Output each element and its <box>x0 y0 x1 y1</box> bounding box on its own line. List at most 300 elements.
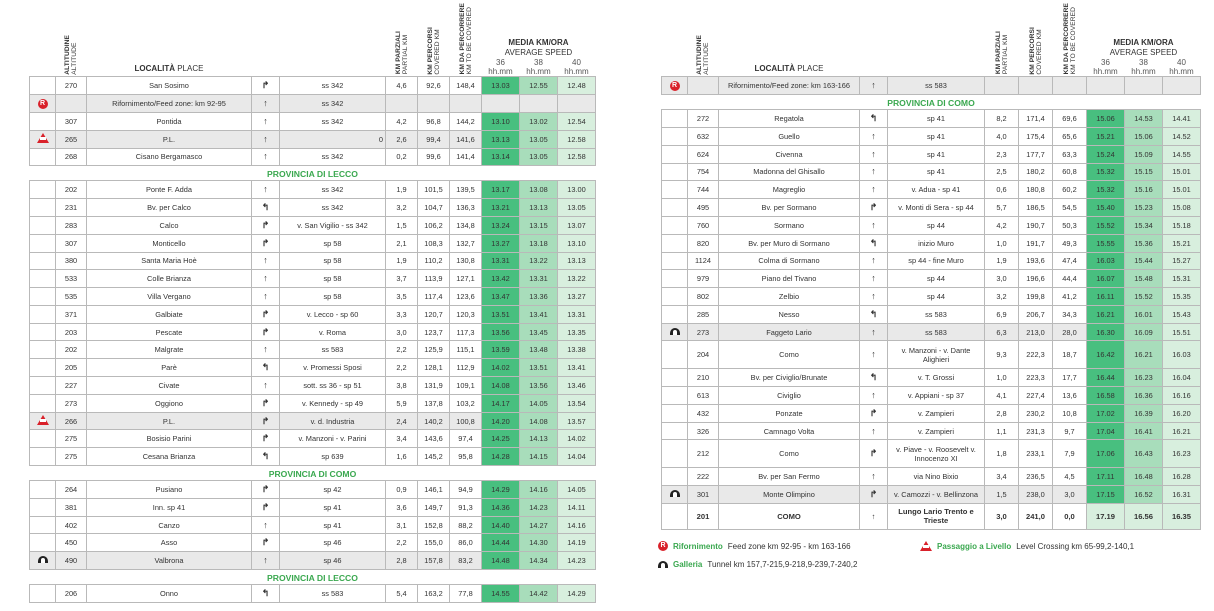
partial-km-cell: 2,4 <box>386 412 418 430</box>
altitude-label-en: ALTITUDE <box>71 42 78 75</box>
altitude-cell: 212 <box>688 440 719 468</box>
place-cell: Bv. per Muro di Sormano <box>719 234 860 252</box>
altitude-cell: 231 <box>56 199 87 217</box>
place-cell: Valbrona <box>87 552 252 570</box>
time-cell: 14.53 <box>1125 110 1163 128</box>
partial-km-cell: 4,2 <box>985 216 1019 234</box>
table-row <box>30 552 596 570</box>
altitude-cell: 202 <box>56 341 87 359</box>
time-cell: 13.21 <box>482 199 520 217</box>
direction-icon: ↰ <box>860 369 888 387</box>
place-cell: Bv. per San Fermo <box>719 468 860 486</box>
direction-icon: ↑ <box>860 270 888 288</box>
altitude-cell: 371 <box>56 305 87 323</box>
remaining-km-cell: 141,4 <box>450 148 482 166</box>
remaining-km-header-label-en: KM TO BE COVERED <box>1069 7 1077 75</box>
symbol-cell <box>662 234 688 252</box>
time-cell: 17.19 <box>1087 503 1125 529</box>
remaining-km-cell: 94,9 <box>450 481 482 499</box>
symbol-cell <box>662 468 688 486</box>
time-cell: 15.27 <box>1163 252 1201 270</box>
road-cell: inizio Muro <box>888 234 985 252</box>
place-cell: Calco <box>87 216 252 234</box>
legend-feed <box>658 541 851 551</box>
place-cell: Zelbio <box>719 288 860 306</box>
place-cell: Bv. per Calco <box>87 199 252 217</box>
covered-km-header-label: KM PERCORSI <box>426 26 434 75</box>
partial-km-cell: 1,9 <box>386 252 418 270</box>
covered-km-cell: 199,8 <box>1019 288 1053 306</box>
covered-km-cell: 92,6 <box>418 77 450 95</box>
partial-km-cell: 0,9 <box>386 481 418 499</box>
speed-unit: hh.mm <box>1131 67 1156 77</box>
time-cell: 13.17 <box>482 181 520 199</box>
place-cell: Galbiate <box>87 305 252 323</box>
road-cell: v. San Vigilio - ss 342 <box>280 216 386 234</box>
speed-value: 40 <box>572 58 581 68</box>
time-cell: 14.08 <box>482 377 520 395</box>
direction-icon: ↑ <box>860 288 888 306</box>
time-cell: 13.57 <box>558 412 596 430</box>
partial-km-cell: 3,8 <box>386 377 418 395</box>
time-cell: 13.41 <box>520 305 558 323</box>
time-cell: 16.21 <box>1163 422 1201 440</box>
partial-km-cell: 2,2 <box>386 534 418 552</box>
place-cell: Rifornimento/Feed zone: km 163-166 <box>719 77 860 95</box>
covered-km-cell: 123,7 <box>418 323 450 341</box>
altitude-cell <box>56 95 87 113</box>
symbol-cell <box>662 440 688 468</box>
time-cell: 14.29 <box>482 481 520 499</box>
remaining-km-cell: 132,7 <box>450 234 482 252</box>
time-cell: 16.01 <box>1125 305 1163 323</box>
time-cell: 14.02 <box>482 359 520 377</box>
time-cell: 13.56 <box>482 323 520 341</box>
altitude-cell: 535 <box>56 288 87 306</box>
table-row <box>30 359 596 377</box>
symbol-cell <box>30 77 56 95</box>
covered-km-cell: 180,8 <box>1019 181 1053 199</box>
time-cell: 15.09 <box>1125 145 1163 163</box>
road-cell: sp 639 <box>280 448 386 466</box>
table-row <box>30 130 596 148</box>
table-row <box>30 516 596 534</box>
road-cell: sp 41 <box>888 163 985 181</box>
symbol-cell <box>662 486 688 504</box>
remaining-km-cell: 13,6 <box>1053 387 1087 405</box>
province-label: PROVINCIA DI LECCO <box>267 168 358 179</box>
partial-km-cell: 2,8 <box>985 404 1019 422</box>
partial-km-cell: 4,6 <box>386 77 418 95</box>
tunnel-icon <box>670 328 680 335</box>
remaining-km-cell: 127,1 <box>450 270 482 288</box>
covered-km-cell: 190,7 <box>1019 216 1053 234</box>
tunnel-icon <box>38 556 48 563</box>
symbol-cell <box>30 481 56 499</box>
table-row <box>30 252 596 270</box>
place-cell: Oggiono <box>87 394 252 412</box>
time-cell: 13.36 <box>520 288 558 306</box>
time-cell: 15.52 <box>1125 288 1163 306</box>
symbol-cell <box>30 516 56 534</box>
road-cell: v. Appiani - sp 37 <box>888 387 985 405</box>
symbol-cell <box>662 369 688 387</box>
direction-icon: ↑ <box>860 216 888 234</box>
remaining-km-cell: 120,3 <box>450 305 482 323</box>
speed-value: 38 <box>534 58 543 68</box>
time-cell: 13.13 <box>520 199 558 217</box>
partial-km-header-label: KM PARZIALI <box>994 31 1002 75</box>
time-cell: 17.06 <box>1087 440 1125 468</box>
time-cell: 14.41 <box>1163 110 1201 128</box>
speed-column-header <box>520 58 558 76</box>
time-cell: 12.54 <box>558 112 596 130</box>
time-cell: 16.35 <box>1163 503 1201 529</box>
road-cell: sp 42 <box>280 481 386 499</box>
covered-km-cell: 106,2 <box>418 216 450 234</box>
time-cell: 16.23 <box>1163 440 1201 468</box>
table-row <box>30 288 596 306</box>
place-cell: Camnago Volta <box>719 422 860 440</box>
altitude-cell: 210 <box>688 369 719 387</box>
table-row <box>30 377 596 395</box>
province-row <box>30 466 596 481</box>
altitude-cell: 760 <box>688 216 719 234</box>
place-cell: Rifornimento/Feed zone: km 92-95 <box>87 95 252 113</box>
time-cell: 14.02 <box>558 430 596 448</box>
time-cell: 16.58 <box>1087 387 1125 405</box>
remaining-km-cell: 44,4 <box>1053 270 1087 288</box>
covered-km-cell: 171,4 <box>1019 110 1053 128</box>
table-row <box>30 270 596 288</box>
place-cell: Sormano <box>719 216 860 234</box>
altitude-cell: 979 <box>688 270 719 288</box>
symbol-cell <box>662 422 688 440</box>
place-cell: Monte Olimpino <box>719 486 860 504</box>
remaining-km-header-label: KM DA PERCORRERE <box>458 3 466 75</box>
remaining-km-cell: 54,5 <box>1053 199 1087 217</box>
place-cell: Regatola <box>719 110 860 128</box>
partial-km-cell <box>985 77 1019 95</box>
symbol-cell <box>30 252 56 270</box>
remaining-km-cell: 60,2 <box>1053 181 1087 199</box>
partial-km-cell: 2,2 <box>386 341 418 359</box>
time-cell: 17.15 <box>1087 486 1125 504</box>
symbol-cell <box>30 199 56 217</box>
time-cell: 13.31 <box>520 270 558 288</box>
road-cell: sp 44 <box>888 270 985 288</box>
place-label: LOCALITÀ <box>754 64 795 74</box>
covered-km-header-label: KM PERCORSI <box>1028 26 1036 75</box>
feed-zone-icon: R <box>670 81 680 91</box>
time-cell: 14.29 <box>558 585 596 603</box>
time-cell: 13.10 <box>558 234 596 252</box>
symbol-cell <box>662 77 688 95</box>
table-row <box>662 468 1201 486</box>
time-cell: 15.32 <box>1087 163 1125 181</box>
altitude-cell <box>688 77 719 95</box>
direction-icon: ↱ <box>252 430 280 448</box>
direction-icon: ↱ <box>860 440 888 468</box>
time-cell: 12.58 <box>558 148 596 166</box>
altitude-cell: 222 <box>688 468 719 486</box>
time-cell: 13.24 <box>482 216 520 234</box>
table-row <box>30 534 596 552</box>
covered-km-cell: 108,3 <box>418 234 450 252</box>
time-cell: 13.41 <box>558 359 596 377</box>
table-row <box>662 369 1201 387</box>
remaining-km-cell: 65,6 <box>1053 127 1087 145</box>
covered-km-cell: 155,0 <box>418 534 450 552</box>
covered-km-cell: 110,2 <box>418 252 450 270</box>
legend-crossing-title: Passaggio a Livello <box>937 541 1012 551</box>
time-cell: 14.17 <box>482 394 520 412</box>
place-cell: Inn. sp 41 <box>87 498 252 516</box>
altitude-cell: 632 <box>688 127 719 145</box>
direction-icon: ↱ <box>252 534 280 552</box>
time-cell: 13.14 <box>482 148 520 166</box>
partial-km-header <box>386 3 418 77</box>
time-cell: 14.40 <box>482 516 520 534</box>
place-cell: Asso <box>87 534 252 552</box>
time-cell: 13.54 <box>558 394 596 412</box>
province-row <box>30 570 596 585</box>
speed-value: 40 <box>1177 58 1186 68</box>
time-cell: 13.35 <box>558 323 596 341</box>
direction-icon: ↱ <box>252 394 280 412</box>
remaining-km-cell: 47,4 <box>1053 252 1087 270</box>
partial-km-cell: 5,9 <box>386 394 418 412</box>
remaining-km-cell: 117,3 <box>450 323 482 341</box>
time-cell <box>1125 77 1163 95</box>
remaining-km-cell: 130,8 <box>450 252 482 270</box>
table-row <box>662 440 1201 468</box>
partial-km-cell: 8,2 <box>985 110 1019 128</box>
place-cell: Onno <box>87 585 252 603</box>
altitude-cell: 402 <box>56 516 87 534</box>
feed-zone-icon: R <box>38 99 48 109</box>
time-cell: 14.55 <box>1163 145 1201 163</box>
remaining-km-cell: 95,8 <box>450 448 482 466</box>
time-cell: 14.30 <box>520 534 558 552</box>
place-cell: Civenna <box>719 145 860 163</box>
altitude-cell: 533 <box>56 270 87 288</box>
covered-km-cell: 125,9 <box>418 341 450 359</box>
time-cell: 13.31 <box>482 252 520 270</box>
remaining-km-cell: 115,1 <box>450 341 482 359</box>
altitude-cell: 744 <box>688 181 719 199</box>
road-cell: sott. ss 36 - sp 51 <box>280 377 386 395</box>
symbol-cell <box>662 305 688 323</box>
province-label: PROVINCIA DI LECCO <box>267 572 358 583</box>
symbol-cell <box>30 148 56 166</box>
covered-km-cell: 152,8 <box>418 516 450 534</box>
place-cell: Ponte F. Adda <box>87 181 252 199</box>
time-cell: 16.39 <box>1125 404 1163 422</box>
direction-icon: ↑ <box>860 163 888 181</box>
symbol-cell <box>30 377 56 395</box>
time-cell: 13.38 <box>558 341 596 359</box>
symbol-cell <box>662 145 688 163</box>
partial-km-cell: 1,5 <box>386 216 418 234</box>
place-cell: Bv. per Civiglio/Brunate <box>719 369 860 387</box>
covered-km-cell: 120,7 <box>418 305 450 323</box>
altitude-cell: 275 <box>56 430 87 448</box>
time-cell: 14.27 <box>520 516 558 534</box>
place-cell: Civiglio <box>719 387 860 405</box>
symbol-cell <box>30 448 56 466</box>
remaining-km-cell: 9,7 <box>1053 422 1087 440</box>
symbol-cell <box>30 394 56 412</box>
table-row <box>662 163 1201 181</box>
road-cell: v. Adua - sp 41 <box>888 181 985 199</box>
time-cell: 14.28 <box>482 448 520 466</box>
table-row <box>30 199 596 217</box>
partial-km-cell: 9,3 <box>985 341 1019 369</box>
place-cell: Parè <box>87 359 252 377</box>
road-cell: sp 46 <box>280 534 386 552</box>
time-cell: 13.56 <box>520 377 558 395</box>
covered-km-cell: 157,8 <box>418 552 450 570</box>
time-cell: 13.07 <box>558 216 596 234</box>
altitude-cell: 273 <box>56 394 87 412</box>
direction-icon: ↑ <box>252 95 280 113</box>
level-crossing-icon <box>37 133 49 143</box>
road-cell: v. Zampieri <box>888 422 985 440</box>
table-row <box>662 199 1201 217</box>
time-cell: 16.20 <box>1163 404 1201 422</box>
altitude-cell: 203 <box>56 323 87 341</box>
remaining-km-cell: 123,6 <box>450 288 482 306</box>
direction-icon: ↑ <box>860 145 888 163</box>
level-crossing-icon <box>37 415 49 425</box>
road-cell: ss 342 <box>280 95 386 113</box>
symbol-cell <box>30 498 56 516</box>
partial-km-cell: 4,2 <box>386 112 418 130</box>
symbol-cell <box>30 305 56 323</box>
covered-km-cell: 96,8 <box>418 112 450 130</box>
table-row <box>30 394 596 412</box>
time-cell: 13.05 <box>520 130 558 148</box>
covered-km-cell: 180,2 <box>1019 163 1053 181</box>
road-cell: sp 58 <box>280 288 386 306</box>
table-row <box>662 323 1201 341</box>
place-cell: Madonna del Ghisallo <box>719 163 860 181</box>
place-cell: P.L. <box>87 412 252 430</box>
table-row <box>662 127 1201 145</box>
table-row <box>30 112 596 130</box>
road-cell: v. Zampieri <box>888 404 985 422</box>
partial-km-cell: 6,9 <box>985 305 1019 323</box>
time-cell: 13.03 <box>482 77 520 95</box>
road-cell: v. Kennedy - sp 49 <box>280 394 386 412</box>
covered-km-cell: 143,6 <box>418 430 450 448</box>
time-cell: 13.48 <box>520 341 558 359</box>
time-cell: 13.00 <box>558 181 596 199</box>
time-cell: 15.21 <box>1087 127 1125 145</box>
altitude-cell: 268 <box>56 148 87 166</box>
table-row <box>30 323 596 341</box>
covered-km-cell: 99,6 <box>418 148 450 166</box>
time-cell: 16.23 <box>1125 369 1163 387</box>
direction-icon: ↑ <box>252 130 280 148</box>
partial-km-header-label-en: PARTIAL KM <box>1001 34 1009 75</box>
time-cell: 15.31 <box>1163 270 1201 288</box>
remaining-km-cell: 77,8 <box>450 585 482 603</box>
table-row <box>662 270 1201 288</box>
time-cell: 13.27 <box>558 288 596 306</box>
altitude-cell: 432 <box>688 404 719 422</box>
road-cell: ss 342 <box>280 148 386 166</box>
direction-icon: ↱ <box>252 481 280 499</box>
altitude-cell: 624 <box>688 145 719 163</box>
symbol-cell <box>662 181 688 199</box>
place-cell: COMO <box>719 503 860 529</box>
time-cell: 14.55 <box>482 585 520 603</box>
direction-icon: ↑ <box>252 552 280 570</box>
table-row <box>662 181 1201 199</box>
direction-icon: ↱ <box>860 404 888 422</box>
time-cell: 16.43 <box>1125 440 1163 468</box>
table-row <box>662 387 1201 405</box>
symbol-cell <box>30 412 56 430</box>
time-cell: 14.23 <box>558 552 596 570</box>
place-cell: P.L. <box>87 130 252 148</box>
time-cell: 16.21 <box>1125 341 1163 369</box>
symbol-cell <box>30 130 56 148</box>
speed-value: 36 <box>1101 58 1110 68</box>
time-cell: 15.48 <box>1125 270 1163 288</box>
covered-km-cell: 230,2 <box>1019 404 1053 422</box>
direction-icon: ↑ <box>860 77 888 95</box>
symbol-cell <box>662 127 688 145</box>
remaining-km-cell: 88,2 <box>450 516 482 534</box>
symbol-cell <box>30 359 56 377</box>
province-row <box>30 166 596 181</box>
time-cell: 15.01 <box>1163 181 1201 199</box>
time-cell: 13.31 <box>558 305 596 323</box>
remaining-km-cell: 86,0 <box>450 534 482 552</box>
partial-km-cell: 3,5 <box>386 288 418 306</box>
road-cell: sp 41 <box>280 516 386 534</box>
time-cell: 14.42 <box>520 585 558 603</box>
remaining-km-cell: 148,4 <box>450 77 482 95</box>
table-row <box>30 77 596 95</box>
time-cell: 14.48 <box>482 552 520 570</box>
road-cell: sp 41 <box>888 145 985 163</box>
covered-km-cell: 223,3 <box>1019 369 1053 387</box>
partial-km-cell: 4,0 <box>985 127 1019 145</box>
time-cell: 13.05 <box>558 199 596 217</box>
table-row <box>30 412 596 430</box>
direction-icon: ↑ <box>860 323 888 341</box>
table-row <box>30 181 596 199</box>
time-cell: 13.51 <box>482 305 520 323</box>
partial-km-cell: 2,5 <box>985 163 1019 181</box>
altitude-cell: 1124 <box>688 252 719 270</box>
altitude-cell: 285 <box>688 305 719 323</box>
province-label: PROVINCIA DI COMO <box>887 97 975 108</box>
time-cell <box>482 95 520 113</box>
time-cell: 14.08 <box>520 412 558 430</box>
speed-column-header <box>558 58 596 76</box>
partial-km-cell: 3,3 <box>386 305 418 323</box>
direction-icon: ↰ <box>252 448 280 466</box>
time-cell: 16.31 <box>1163 486 1201 504</box>
remaining-km-cell: 63,3 <box>1053 145 1087 163</box>
remaining-km-cell: 7,9 <box>1053 440 1087 468</box>
road-cell: v. Lecco - sp 60 <box>280 305 386 323</box>
